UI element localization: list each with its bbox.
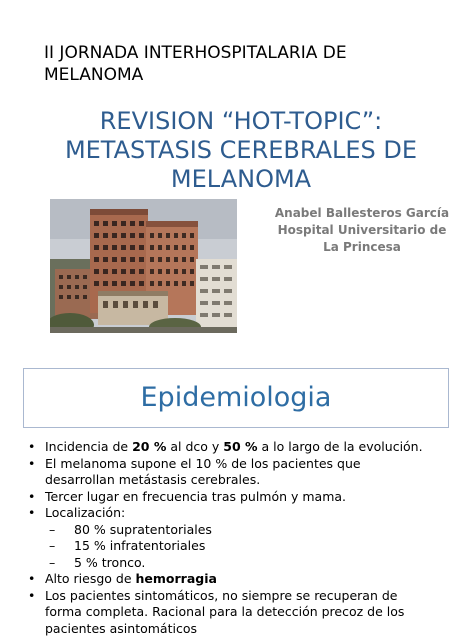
bullet-text: Tercer lugar en frecuencia tras pulmón y mama.: [45, 489, 346, 504]
sub-item-text: 15 % infratentoriales: [74, 538, 205, 553]
dash-marker: –: [49, 555, 55, 572]
author-affiliation: La Princesa: [262, 239, 462, 256]
bullet-text: Alto riesgo de: [45, 571, 136, 586]
bullet-text: desarrollan metástasis cerebrales.: [45, 472, 467, 489]
bullet-emphasis: hemorragia: [136, 571, 217, 586]
bullet-emphasis: 20 %: [132, 439, 166, 454]
bullet-text: forma completa. Racional para la detección precoz de los: [45, 604, 467, 621]
sub-list-item: [27, 522, 467, 539]
title-line: METASTASIS CEREBRALES DE: [26, 136, 456, 165]
section-title-box: [23, 368, 449, 428]
bullet-marker: •: [28, 588, 35, 605]
list-item: [27, 456, 467, 489]
bullet-text: Incidencia de: [45, 439, 132, 454]
bullet-marker: •: [28, 439, 35, 456]
event-title: [44, 42, 444, 86]
section-title: Epidemiologia: [141, 382, 332, 414]
sub-item-text: 5 % tronco.: [74, 555, 145, 570]
bullet-text: al dco y: [166, 439, 223, 454]
bullet-marker: •: [28, 505, 35, 522]
dash-marker: –: [49, 522, 55, 539]
list-item: [27, 588, 467, 637]
author-name: Anabel Ballesteros García: [262, 205, 462, 222]
bullet-text: a lo largo de la evolución.: [258, 439, 423, 454]
sub-list-item: [27, 538, 467, 555]
presentation-title: [26, 107, 456, 194]
event-title-line: II JORNADA INTERHOSPITALARIA DE: [44, 42, 444, 64]
bullet-emphasis: 50 %: [223, 439, 257, 454]
list-item: [27, 505, 467, 522]
title-line: REVISION “HOT-TOPIC”:: [26, 107, 456, 136]
author-affiliation: Hospital Universitario de: [262, 222, 462, 239]
bullet-text: Localización:: [45, 505, 125, 520]
event-title-line: MELANOMA: [44, 64, 444, 86]
title-line: MELANOMA: [26, 165, 456, 194]
bullet-list: [27, 439, 467, 637]
bullet-text: El melanoma supone el 10 % de los pacientes que: [45, 456, 467, 473]
bullet-marker: •: [28, 456, 35, 473]
hospital-photo: [50, 199, 237, 333]
list-item: [27, 489, 467, 506]
bullet-marker: •: [28, 489, 35, 506]
dash-marker: –: [49, 538, 55, 555]
list-item: [27, 439, 467, 456]
sub-list-item: [27, 555, 467, 572]
author-block: [262, 205, 462, 256]
list-item: [27, 571, 467, 588]
sub-item-text: 80 % supratentoriales: [74, 522, 212, 537]
bullet-text: Los pacientes sintomáticos, no siempre se recuperan de: [45, 588, 467, 605]
bullet-text: pacientes asintomáticos: [45, 621, 467, 637]
bullet-marker: •: [28, 571, 35, 588]
